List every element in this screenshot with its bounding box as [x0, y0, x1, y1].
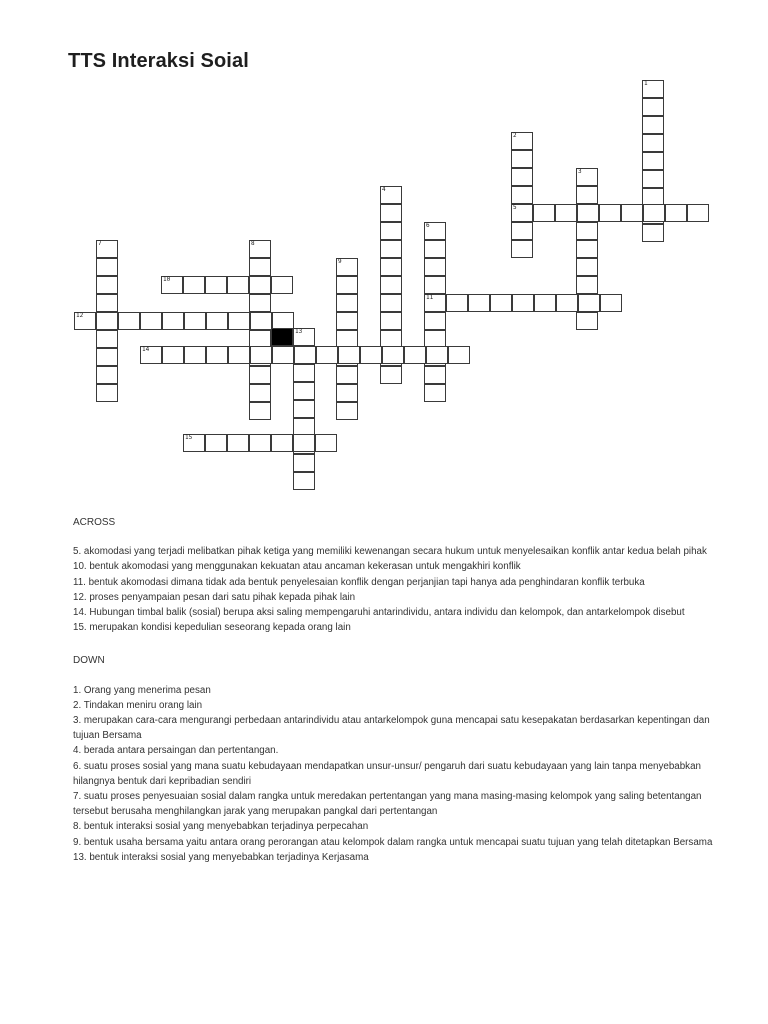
grid-cell[interactable]	[426, 346, 448, 364]
grid-cell[interactable]	[250, 346, 272, 364]
down-clue: 6. suatu proses sosial yang mana suatu kebudayaan mendapatkan unsur-unsur/ pengaruh dari suatu kebudayaan yang lain tanpa menyebabkan hilangnya bentuk dari kepribadian sendiri	[73, 760, 701, 787]
grid-cell[interactable]	[380, 186, 402, 204]
grid-cell[interactable]	[96, 366, 118, 384]
grid-cell[interactable]	[336, 366, 358, 384]
grid-cell[interactable]	[642, 170, 664, 188]
grid-cell[interactable]	[140, 346, 162, 364]
grid-cell[interactable]	[424, 366, 446, 384]
grid-cell[interactable]	[249, 276, 271, 294]
grid-cell[interactable]	[183, 276, 205, 294]
down-section	[73, 653, 713, 865]
grid-cell[interactable]	[577, 204, 599, 222]
grid-cell[interactable]	[576, 240, 598, 258]
grid-cell[interactable]	[206, 346, 228, 364]
grid-cell[interactable]	[424, 384, 446, 402]
grid-cell[interactable]	[228, 346, 250, 364]
across-clue-list	[73, 544, 713, 635]
grid-cell[interactable]	[360, 346, 382, 364]
grid-cell[interactable]	[249, 434, 271, 452]
grid-cell[interactable]	[336, 276, 358, 294]
grid-cell[interactable]	[424, 222, 446, 240]
clues-panel	[73, 515, 713, 883]
grid-cell[interactable]	[687, 204, 709, 222]
grid-cell[interactable]	[96, 312, 118, 330]
grid-cell[interactable]	[424, 312, 446, 330]
grid-cell[interactable]	[293, 382, 315, 400]
down-clue: 8. bentuk interaksi sosial yang menyebabkan terjadinya perpecahan	[73, 821, 369, 833]
grid-cell[interactable]	[511, 168, 533, 186]
grid-cell[interactable]	[446, 294, 468, 312]
grid-cell[interactable]	[533, 204, 555, 222]
grid-cell[interactable]	[511, 222, 533, 240]
clue-number: 4	[382, 186, 386, 193]
grid-cell[interactable]	[161, 276, 183, 294]
grid-cell[interactable]	[600, 294, 622, 312]
grid-cell[interactable]	[96, 258, 118, 276]
grid-cell[interactable]	[205, 276, 227, 294]
grid-cell[interactable]	[380, 258, 402, 276]
clue-number: 11	[426, 294, 434, 301]
grid-cell[interactable]	[96, 330, 118, 348]
grid-cell[interactable]	[162, 346, 184, 364]
grid-cell[interactable]	[250, 312, 272, 330]
grid-cell[interactable]	[511, 186, 533, 204]
grid-cell[interactable]	[424, 258, 446, 276]
grid-cell[interactable]	[227, 276, 249, 294]
clue-number: 14	[142, 346, 150, 353]
down-clue: 9. bentuk usaha bersama yaitu antara orang perorangan atau kelompok dalam rangka untuk mencapai suatu tujuan yang telah ditetapkan Bersama	[73, 836, 713, 848]
grid-cell[interactable]	[96, 240, 118, 258]
grid-cell[interactable]	[249, 240, 271, 258]
across-clue: 5. akomodasi yang terjadi melibatkan pihak ketiga yang memiliki kewenangan secara hukum untuk menyelesaikan konflik antar kedua belah pihak	[73, 546, 707, 558]
grid-cell[interactable]	[511, 204, 533, 222]
grid-cell[interactable]	[578, 294, 600, 312]
clue-number: 2	[513, 132, 517, 139]
grid-cell[interactable]	[512, 294, 534, 312]
grid-cell[interactable]	[448, 346, 470, 364]
clue-number: 15	[185, 434, 193, 441]
grid-cell[interactable]	[599, 204, 621, 222]
grid-cell[interactable]	[576, 168, 598, 186]
grid-cell[interactable]	[468, 294, 490, 312]
grid-cell[interactable]	[642, 98, 664, 116]
grid-cell[interactable]	[118, 312, 140, 330]
grid-cell[interactable]	[96, 348, 118, 366]
across-section	[73, 515, 713, 635]
grid-cell[interactable]	[380, 366, 402, 384]
page-title: TTS Interaksi Soial	[68, 50, 249, 72]
grid-cell[interactable]	[424, 294, 446, 312]
grid-cell[interactable]	[336, 312, 358, 330]
grid-cell[interactable]	[184, 346, 206, 364]
grid-cell[interactable]	[293, 434, 315, 452]
grid-cell[interactable]	[294, 346, 316, 364]
down-clue: 4. berada antara persaingan dan pertentangan.	[73, 745, 279, 757]
grid-cell[interactable]	[96, 276, 118, 294]
grid-cell[interactable]	[555, 204, 577, 222]
grid-cell[interactable]	[183, 434, 205, 452]
grid-cell[interactable]	[511, 240, 533, 258]
grid-cell[interactable]	[249, 384, 271, 402]
grid-cell[interactable]	[621, 204, 643, 222]
grid-cell[interactable]	[249, 258, 271, 276]
grid-cell[interactable]	[404, 346, 426, 364]
grid-cell[interactable]	[271, 276, 293, 294]
grid-cell[interactable]	[249, 294, 271, 312]
across-clue: 10. bentuk akomodasi yang menggunakan kekuatan atau ancaman kekerasan untuk mengakhiri konflik	[73, 561, 521, 573]
grid-cell[interactable]	[380, 312, 402, 330]
grid-cell[interactable]	[74, 312, 96, 330]
grid-cell[interactable]	[642, 80, 664, 98]
grid-cell[interactable]	[576, 312, 598, 330]
grid-cell[interactable]	[380, 204, 402, 222]
across-clue: 12. proses penyampaian pesan dari satu pihak kepada pihak lain	[73, 591, 356, 603]
grid-cell[interactable]	[96, 384, 118, 402]
grid-cell[interactable]	[576, 258, 598, 276]
grid-cell[interactable]	[96, 294, 118, 312]
grid-cell[interactable]	[380, 222, 402, 240]
grid-cell[interactable]	[380, 240, 402, 258]
grid-cell[interactable]	[227, 434, 249, 452]
grid-cell[interactable]	[316, 346, 338, 364]
black-cell	[271, 328, 293, 346]
clue-number: 5	[513, 204, 517, 211]
grid-cell[interactable]	[643, 204, 665, 222]
grid-cell[interactable]	[293, 472, 315, 490]
clue-number: 7	[98, 240, 102, 247]
across-clue: 11. bentuk akomodasi dimana tidak ada bentuk penyelesaian konflik dengan perjanjian tapi hanya ada penghindaran konflik terbuka	[73, 576, 645, 588]
grid-cell[interactable]	[424, 276, 446, 294]
grid-cell[interactable]	[511, 150, 533, 168]
grid-cell[interactable]	[293, 328, 315, 346]
grid-cell[interactable]	[271, 434, 293, 452]
grid-cell[interactable]	[490, 294, 512, 312]
grid-cell[interactable]	[576, 222, 598, 240]
grid-cell[interactable]	[556, 294, 578, 312]
down-clue: 3. merupakan cara-cara mengurangi perbedaan antarindividu atau antarkelompok guna mencapai satu kesepakatan berdasarkan kepentingan dan tujuan Bersama	[73, 715, 710, 742]
grid-cell[interactable]	[205, 434, 227, 452]
down-clue: 13. bentuk interaksi sosial yang menyebabkan terjadinya Kerjasama	[73, 851, 369, 863]
grid-cell[interactable]	[228, 312, 250, 330]
down-heading: DOWN	[73, 655, 105, 667]
clue-number: 1	[644, 80, 648, 87]
grid-cell[interactable]	[642, 134, 664, 152]
across-clue: 14. Hubungan timbal balik (sosial) berupa aksi saling mempengaruhi antarindividu, antara individu dan kelompok, dan antarkelompok disebut	[73, 607, 685, 619]
grid-cell[interactable]	[511, 132, 533, 150]
grid-cell[interactable]	[380, 276, 402, 294]
grid-cell[interactable]	[642, 152, 664, 170]
grid-cell[interactable]	[338, 346, 360, 364]
grid-cell[interactable]	[336, 258, 358, 276]
clue-number: 10	[163, 276, 171, 283]
clue-number: 13	[295, 328, 303, 335]
grid-cell[interactable]	[382, 346, 404, 364]
grid-cell[interactable]	[249, 402, 271, 420]
grid-cell[interactable]	[206, 312, 228, 330]
grid-cell[interactable]	[293, 454, 315, 472]
grid-cell[interactable]	[576, 186, 598, 204]
grid-cell[interactable]	[293, 364, 315, 382]
clue-number: 12	[76, 312, 84, 319]
clue-number: 6	[426, 222, 430, 229]
grid-cell[interactable]	[249, 366, 271, 384]
grid-cell[interactable]	[336, 384, 358, 402]
grid-cell[interactable]	[336, 402, 358, 420]
grid-cell[interactable]	[162, 312, 184, 330]
grid-cell[interactable]	[272, 346, 294, 364]
down-clue: 1. Orang yang menerima pesan	[73, 684, 211, 696]
clue-number: 8	[251, 240, 255, 247]
grid-cell[interactable]	[336, 294, 358, 312]
clue-number: 9	[338, 258, 342, 265]
grid-cell[interactable]	[534, 294, 556, 312]
grid-cell[interactable]	[140, 312, 162, 330]
crossword-grid	[0, 0, 768, 500]
grid-cell[interactable]	[184, 312, 206, 330]
grid-cell[interactable]	[665, 204, 687, 222]
down-clue-list	[73, 683, 713, 865]
grid-cell[interactable]	[424, 240, 446, 258]
clue-number: 3	[578, 168, 582, 175]
across-clue: 15. merupakan kondisi kepedulian seseorang kepada orang lain	[73, 622, 351, 634]
grid-cell[interactable]	[293, 400, 315, 418]
grid-cell[interactable]	[315, 434, 337, 452]
down-clue: 2. Tindakan meniru orang lain	[73, 699, 203, 711]
across-heading: ACROSS	[73, 517, 116, 528]
grid-cell[interactable]	[642, 116, 664, 134]
grid-cell[interactable]	[642, 224, 664, 242]
down-clue: 7. suatu proses penyesuaian sosial dalam rangka untuk meredakan pertentangan yang mana masing-masing kelompok yang saling betentangan tersebut berusaha menghilangkan jarak yang merupakan pangkal dari pertentangan	[73, 791, 702, 818]
grid-cell[interactable]	[380, 294, 402, 312]
grid-cell[interactable]	[576, 276, 598, 294]
